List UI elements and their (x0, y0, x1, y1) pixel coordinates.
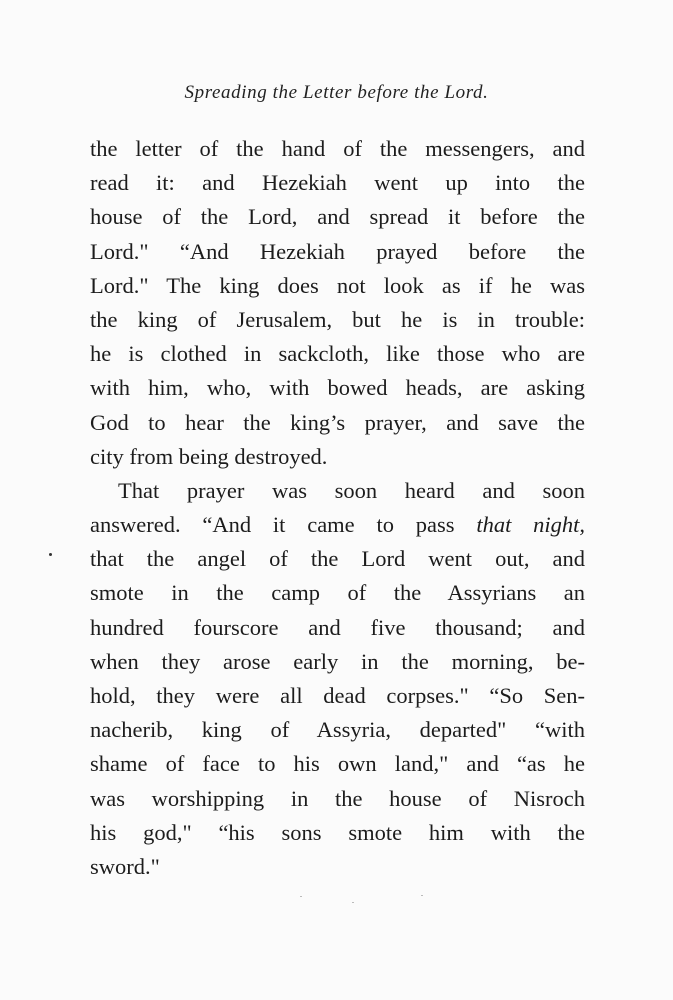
text-line: with him, who, with bowed heads, are asking (90, 375, 585, 401)
text-line: hundred fourscore and five thousand; and (90, 614, 585, 640)
text-line: hold, they were all dead corpses." “So Sen- (90, 683, 585, 708)
text-line: shame of face to his own land," and “as he (90, 751, 585, 777)
text-line: sword." (90, 853, 160, 879)
print-speck (421, 895, 423, 896)
text-line: God to hear the king’s prayer, and save the (90, 409, 585, 435)
text-line: he is clothed in sackcloth, like those who are (90, 341, 585, 367)
text-line-with-italic (90, 508, 585, 542)
text-line: when they arose early in the morning, be- (90, 648, 585, 674)
running-head: Spreading the Letter before the Lord. (184, 82, 489, 103)
text-line: nacherib, king of Assyria, departed" “with (90, 717, 585, 743)
text-line: the king of Jerusalem, but he is in trouble: (90, 306, 585, 332)
text-line: city from being destroyed. (90, 443, 328, 469)
body-text (90, 132, 585, 884)
print-speck (352, 902, 354, 903)
text-line: Lord." The king does not look as if he was (90, 272, 585, 298)
text-line: house of the Lord, and spread it before the (90, 204, 585, 230)
text-line: that the angel of the Lord went out, and (90, 546, 585, 572)
margin-speck (49, 553, 52, 556)
text-span: answered. “And it came to pass (90, 512, 455, 538)
text-line: That prayer was soon heard and soon (118, 477, 585, 503)
text-line: smote in the camp of the Assyrians an (90, 580, 585, 606)
italic-emphasis: that night, (476, 512, 585, 538)
text-line: read it: and Hezekiah went up into the (90, 170, 585, 196)
text-line: the letter of the hand of the messengers, and (90, 136, 585, 161)
text-line: his god," “his sons smote him with the (90, 819, 585, 845)
text-line: Lord." “And Hezekiah prayed before the (90, 238, 585, 264)
text-line: was worshipping in the house of Nisroch (90, 785, 585, 811)
print-speck (300, 896, 302, 897)
